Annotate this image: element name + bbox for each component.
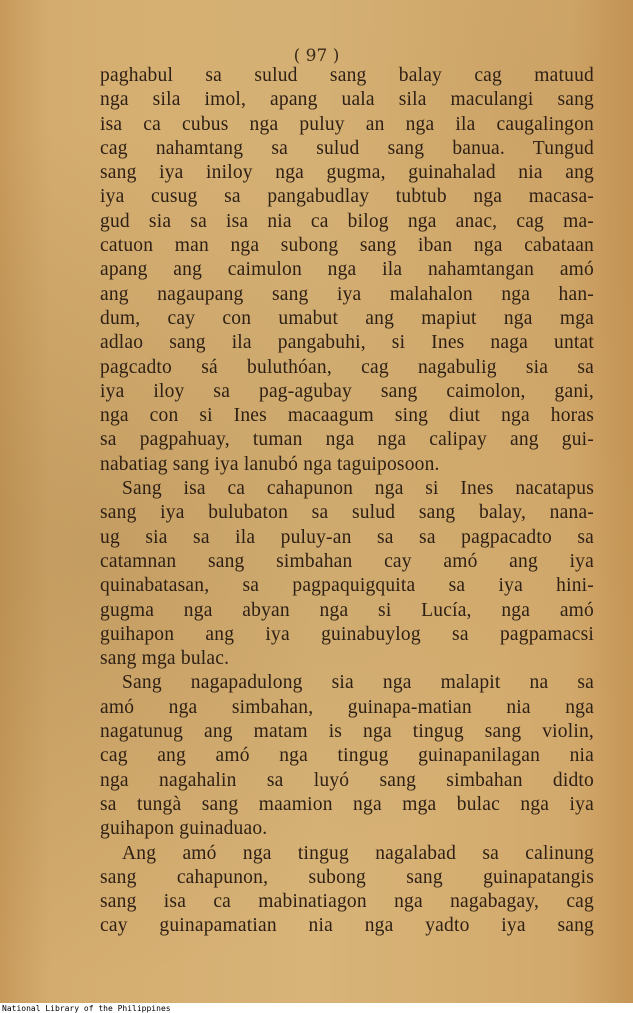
text-line: quinabatasan, sa pagpaquigquita sa iya hini- [100,575,594,597]
text-line: catuon man nga subong sang iban nga cabataan [100,235,594,257]
text-line: guihapon guinaduao. [100,818,268,840]
text-line: paghabul sa sulud sang balay cag matuud [100,65,594,86]
text-line: pagcadto sá buluthóan, cag nagabulig sia sa [100,356,594,378]
text-line: nga nagahalin sa luyó sang simbahan didto [100,769,594,791]
text-line: cag nahamtang sa sulud sang banua. Tungud [100,137,594,159]
text-line: nagatunug ang matam is nga tingug sang violin, [100,721,594,743]
text-line: iya iloy sa pag-agubay sang caimolon, gani, [100,380,594,402]
text-line: dum, cay con umabut ang mapiut nga mga [100,307,594,329]
text-line: sa pagpahuay, tuman nga nga calipay ang gui- [100,429,594,451]
text-line: Sang nagapadulong sia nga malapit na sa [122,672,594,694]
text-line: gud sia sa isa nia ca bilog nga anac, cag ma- [100,210,594,232]
text-line: iya cusug sa pangabudlay tubtub nga macasa- [100,186,594,208]
body-text [100,64,594,939]
text-line: nabatiag sang iya lanubó nga taguiposoon. [100,453,440,475]
library-credit: National Library of the Philippines [2,1004,171,1013]
text-line: cay guinapamatian nia nga yadto iya sang [100,915,594,937]
text-line: isa ca cubus nga puluy an nga ila caugalingon [100,113,594,135]
text-line: amó nga simbahan, guinapa-matian nia nga [100,696,594,718]
text-line: sang iya iniloy nga gugma, guinahalad nia ang [100,162,594,184]
page-number: ( 97 ) [293,46,340,66]
text-line: gugma nga abyan nga si Lucía, nga amó [100,599,594,621]
text-line: sang cahapunon, subong sang guinapatangis [100,866,594,888]
text-line: sang mga bulac. [100,648,230,670]
text-line: cag ang amó nga tingug guinapanilagan nia [100,745,594,767]
text-line: adlao sang ila pangabuhi, si Ines naga untat [100,332,594,354]
text-line: apang ang caimulon nga ila nahamtangan amó [100,259,594,281]
text-line: ug sia sa ila puluy-an sa sa pagpacadto sa [100,526,594,548]
text-line: catamnan sang simbahan cay amó ang iya [100,550,594,572]
text-line: nga sila imol, apang uala sila maculangi sang [100,89,594,111]
text-line: sang isa ca mabinatiagon nga nagabagay, cag [100,891,594,913]
text-line: guihapon ang iya guinabuylog sa pagpamacsi [100,623,594,645]
text-line: sa tungà sang maamion nga mga bulac nga iya [100,793,594,815]
text-line: Sang isa ca cahapunon nga si Ines nacatapus [122,478,594,500]
text-line: Ang amó nga tingug nagalabad sa calinung [122,842,594,864]
text-line: nga con si Ines macaagum sing diut nga horas [100,405,594,427]
text-line: sang iya bulubaton sa sulud sang balay, nana- [100,502,594,524]
text-line: ang nagaupang sang iya malahalon nga han- [100,283,594,305]
